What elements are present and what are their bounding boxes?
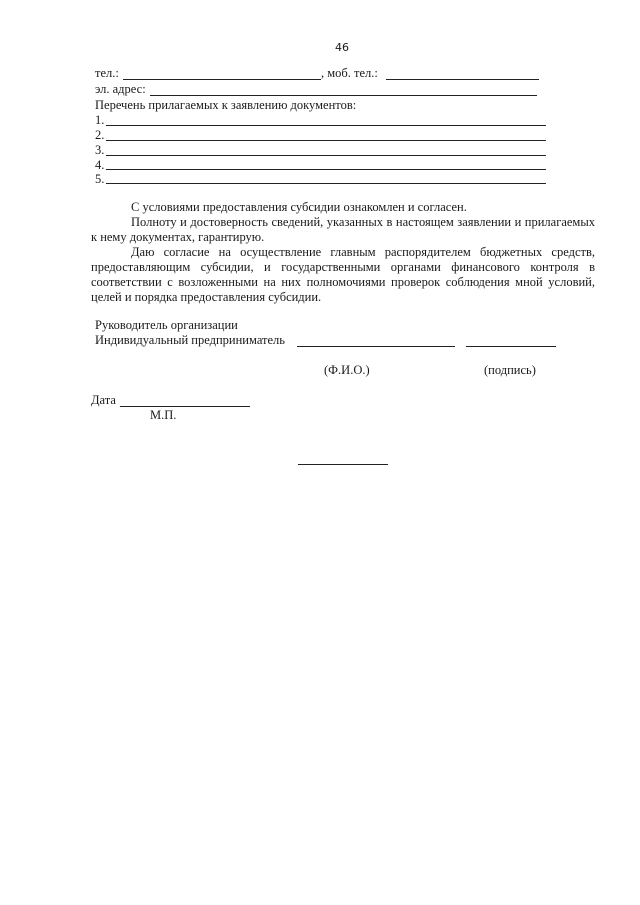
date-field-line[interactable]	[120, 406, 250, 407]
signature-caption: (подпись)	[484, 363, 536, 377]
phone-field-line[interactable]	[123, 79, 321, 80]
document-item-number: 5.	[95, 172, 105, 186]
email-field-line[interactable]	[150, 95, 537, 96]
fio-caption: (Ф.И.О.)	[324, 363, 370, 377]
document-item-number: 2.	[95, 128, 105, 142]
phone-label: тел.:	[95, 66, 119, 80]
statement-paragraph	[91, 245, 595, 305]
role-label-entrepreneur: Индивидуальный предприниматель	[95, 333, 285, 347]
fio-field-line[interactable]	[297, 346, 455, 347]
document-item-line[interactable]	[106, 155, 546, 156]
date-label: Дата	[91, 393, 116, 407]
page-number: 46	[335, 41, 349, 54]
statement-paragraph	[91, 200, 595, 215]
email-label: эл. адрес:	[95, 82, 146, 96]
statement-text: Полноту и достоверность сведений, указанных в настоящем заявлении и прилагаемых к нему документах, гарантирую.	[91, 215, 595, 244]
statement-text: С условиями предоставления субсидии ознакомлен и согласен.	[131, 200, 467, 214]
document-item-line[interactable]	[106, 125, 546, 126]
document-item-number: 1.	[95, 113, 105, 127]
document-item-line[interactable]	[106, 169, 546, 170]
mobile-phone-label: , моб. тел.:	[321, 66, 378, 80]
document-item-number: 3.	[95, 143, 105, 157]
documents-heading: Перечень прилагаемых к заявлению документов:	[95, 98, 357, 112]
document-item-number: 4.	[95, 158, 105, 172]
role-label-organization-head: Руководитель организации	[95, 318, 238, 332]
statement-text: Даю согласие на осуществление главным распорядителем бюджетных средств, предоставляющим субсидии, и государственными органами финансового контроля в соответствии с возложенными на них полномочиями проверок соблюдения мной условий, целей и порядка предоставления субсидии.	[91, 245, 595, 304]
mobile-phone-field-line[interactable]	[386, 79, 539, 80]
document-item-line[interactable]	[106, 140, 546, 141]
statement-paragraph	[91, 215, 595, 245]
document-item-line[interactable]	[106, 183, 546, 184]
closing-separator	[298, 464, 388, 465]
signature-field-line[interactable]	[466, 346, 556, 347]
seal-label: М.П.	[150, 408, 177, 422]
